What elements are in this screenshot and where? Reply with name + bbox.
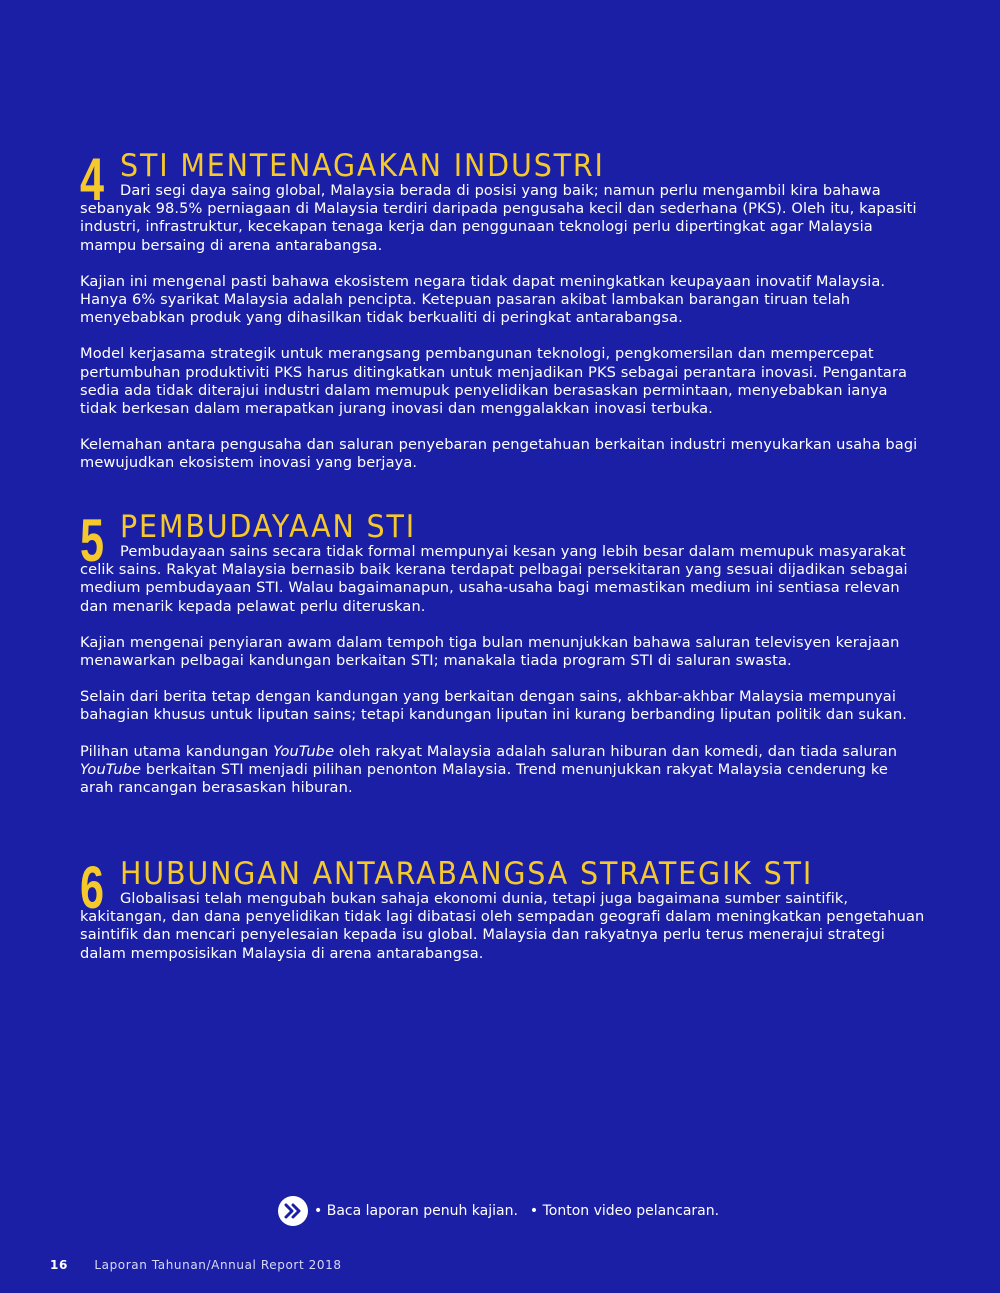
section-title: PEMBUDAYAAN STI xyxy=(120,509,416,545)
section-5 xyxy=(80,507,925,815)
youtube-term: YouTube xyxy=(273,742,335,760)
paragraph: Globalisasi telah mengubah bukan sahaja ekonomi dunia, tetapi juga bagaimana sumber saintifik, kakitangan, dan dana penyelidikan tidak lagi dibatasi oleh sempadan geografi dalam meningkatkan pengetahuan saintifik dan mencari penyelesaian kepada isu global. Malaysia dan rakyatnya perlu terus menerajui strategi dalam memposisikan Malaysia di arena antarabangsa. xyxy=(80,890,925,962)
watch-video-link[interactable]: • Tonton video pelancaran. xyxy=(529,1203,720,1219)
paragraph: Kajian mengenai penyiaran awam dalam tempoh tiga bulan menunjukkan bahawa saluran televisyen kerajaan menawarkan pelbagai kandungan berkaitan STI; manakala tiada program STI di saluran swasta. xyxy=(80,633,900,670)
paragraph-youtube xyxy=(80,743,925,798)
section-4 xyxy=(80,146,925,491)
section-number: 4 xyxy=(80,146,105,213)
paragraph: Selain dari berita tetap dengan kandungan yang berkaitan dengan sains, akhbar-akhbar Malaysia mempunyai bahagian khusus untuk liputan sains; tetapi kandungan liputan ini kurang berbanding liputan politik dan sukan. xyxy=(80,688,907,724)
page-footer xyxy=(50,1258,342,1272)
link-row xyxy=(278,1196,731,1226)
page-number: 16 xyxy=(50,1258,68,1272)
section-title: HUBUNGAN ANTARABANGSA STRATEGIK STI xyxy=(120,856,814,892)
youtube-term: YouTube xyxy=(80,760,142,778)
section-title: STI MENTENAGAKAN INDUSTRI xyxy=(120,148,605,184)
paragraph: Pembudayaan sains secara tidak formal mempunyai kesan yang lebih besar dalam memupuk masyarakat celik sains. Rakyat Malaysia bernasib baik kerana terdapat pelbagai persekitaran yang sesuai dijadikan sebagai medium pembudayaan STI. Walau bagaimanapun, usaha-usaha bagi memastikan medium ini sentiasa relevan dan menarik kepada pelawat perlu diteruskan. xyxy=(80,543,908,615)
section-number: 5 xyxy=(80,507,105,574)
double-chevron-right-icon[interactable] xyxy=(278,1196,308,1226)
text-run: berkaitan STI menjadi pilihan penonton Malaysia. Trend menunjukkan rakyat Malaysia cenderung ke arah rancangan berasaskan hiburan. xyxy=(80,760,888,797)
text-run: Pilihan utama kandungan xyxy=(80,742,274,760)
section-6 xyxy=(80,854,925,981)
paragraph: Model kerjasama strategik untuk merangsang pembangunan teknologi, pengkomersilan dan mempercepat pertumbuhan produktiviti PKS harus ditingkatkan untuk menjadikan PKS sebagai perantara inovasi. Pengantara sedia ada tidak diterajui industri dalam memupuk penyelidikan berasaskan permintaan, menyebabkan ianya tidak berkesan dalam merapatkan jurang inovasi dan menggalakkan inovasi terbuka. xyxy=(80,345,908,418)
section-number: 6 xyxy=(80,854,105,921)
paragraph: Dari segi daya saing global, Malaysia berada di posisi yang baik; namun perlu mengambil kira bahawa sebanyak 98.5% perniagaan di Malaysia terdiri daripada pengusaha kecil dan sederhana (PKS). Oleh itu, kapasiti industri, infrastruktur, kecekapan tenaga kerja dan penggunaan teknologi perlu dipertingkat agar Malaysia mampu bersaing di arena antarabangsa. xyxy=(80,182,917,254)
text-run: oleh rakyat Malaysia adalah saluran hiburan dan komedi, dan tiada saluran xyxy=(334,742,898,760)
paragraph: Kajian ini mengenal pasti bahawa ekosistem negara tidak dapat meningkatkan keupayaan inovatif Malaysia. Hanya 6% syarikat Malaysia adalah pencipta. Ketepuan pasaran akibat lambakan barangan tiruan telah menyebabkan produk yang dihasilkan tidak berkualiti di peringkat antarabangsa. xyxy=(80,272,886,327)
read-report-link[interactable]: • Baca laporan penuh kajian. xyxy=(314,1203,518,1219)
paragraph: Kelemahan antara pengusaha dan saluran penyebaran pengetahuan berkaitan industri menyukarkan usaha bagi mewujudkan ekosistem inovasi yang berjaya. xyxy=(80,436,918,472)
report-title: Laporan Tahunan/Annual Report 2018 xyxy=(94,1258,342,1272)
